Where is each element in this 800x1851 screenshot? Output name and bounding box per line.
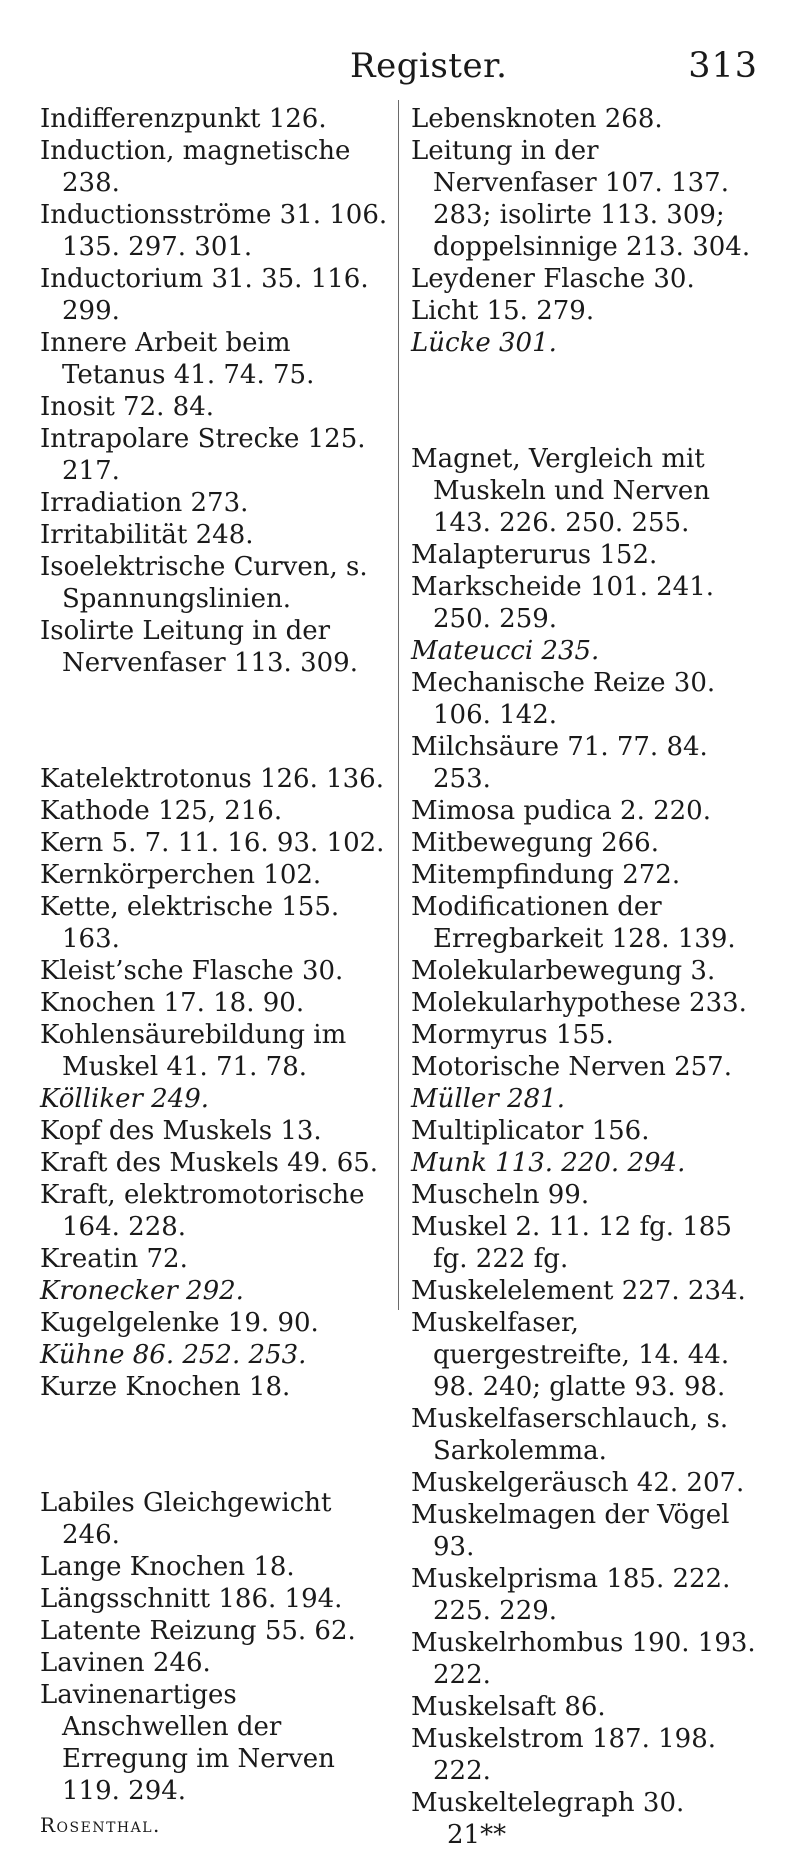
running-head: Register. [350, 46, 508, 86]
index-entry: Inductionsströme 31. 106. 135. 297. 301. [40, 200, 388, 262]
index-entry: Kernkörperchen 102. [40, 860, 322, 890]
index-entry: Kraft, elektromotorische 164. 228. [40, 1180, 365, 1242]
index-entry: Latente Reizung 55. 62. [40, 1616, 356, 1646]
page-header [0, 46, 800, 106]
index-entry: Kronecker 292. [40, 1276, 244, 1306]
index-entry: Mateucci 235. [411, 636, 600, 666]
index-entry: Muskelprisma 185. 222. 225. 229. [411, 1564, 731, 1626]
index-entry: Milchsäure 71. 77. 84. 253. [411, 732, 708, 794]
index-entry: Muskelsaft 86. [411, 1692, 606, 1722]
index-entry: Müller 281. [411, 1084, 565, 1114]
index-entry: Inosit 72. 84. [40, 392, 215, 422]
index-entry: Muskelfaser, quergestreifte, 14. 44. 98. 240; glatte 93. 98. [411, 1308, 730, 1402]
index-entry: Mormyrus 155. [411, 1020, 614, 1050]
index-entry: Kleist’sche Flasche 30. [40, 956, 344, 986]
index-entry: Kopf des Muskels 13. [40, 1116, 322, 1146]
column-divider [398, 100, 399, 1310]
index-entry: Lebensknoten 268. [411, 104, 663, 134]
index-entry: Längsschnitt 186. 194. [40, 1584, 343, 1614]
index-entry: Malapterurus 152. [411, 540, 658, 570]
index-entry: Lücke 301. [411, 328, 557, 358]
index-entry: Mimosa pudica 2. 220. [411, 796, 711, 826]
index-entry: Irritabilität 248. [40, 520, 254, 550]
index-entry: Kern 5. 7. 11. 16. 93. 102. [40, 828, 385, 858]
section-gap [40, 705, 388, 737]
index-column-left [40, 103, 388, 1841]
index-entry: Isolirte Leitung in der Nervenfaser 113. 309. [40, 616, 358, 678]
index-entry: Muskeltelegraph 30. [411, 1788, 685, 1818]
section-gap [40, 1429, 388, 1461]
index-entry: Motorische Nerven 257. [411, 1052, 732, 1082]
index-entry: Innere Arbeit beim Tetanus 41. 74. 75. [40, 328, 315, 390]
index-entry: Molekularhypothese 233. [411, 988, 747, 1018]
page-number: 313 [688, 46, 758, 86]
index-entry: Kette, elektrische 155. 163. [40, 892, 340, 954]
index-entry: Isoelektrische Curven, s. Spannungslinien. [40, 552, 368, 614]
signature-mark: 21** [447, 1820, 507, 1850]
index-entry: Mechanische Reize 30. 106. 142. [411, 668, 716, 730]
index-entry: Licht 15. 279. [411, 296, 595, 326]
index-entry: Induction, magnetische 238. [40, 136, 351, 198]
index-entry: Mitbewegung 266. [411, 828, 659, 858]
index-entry: Muskelelement 227. 234. [411, 1276, 746, 1306]
index-entry: Kugelgelenke 19. 90. [40, 1308, 319, 1338]
index-entry: Muskelmagen der Vögel 93. [411, 1500, 730, 1562]
index-entry: Lavinenartiges Anschwellen der Erregung im Nerven 119. 294. [40, 1680, 335, 1806]
index-entry: Katelektrotonus 126. 136. [40, 764, 384, 794]
index-entry: Multiplicator 156. [411, 1116, 650, 1146]
index-entry: Leydener Flasche 30. [411, 264, 695, 294]
index-entry: Kreatin 72. [40, 1244, 188, 1274]
index-entry: Kühne 86. 252. 253. [40, 1340, 307, 1370]
index-column-right [411, 103, 766, 1851]
index-entry: Muskelgeräusch 42. 207. [411, 1468, 745, 1498]
section-gap [411, 385, 766, 417]
index-entry: Leitung in der Nervenfaser 107. 137. 283; isolirte 113. 309; doppelsinnige 213. 304. [411, 136, 751, 262]
index-entry: Lavinen 246. [40, 1648, 211, 1678]
index-entry: Labiles Gleichgewicht 246. [40, 1488, 332, 1550]
index-entry: Molekularbewegung 3. [411, 956, 716, 986]
index-entry: Indifferenzpunkt 126. [40, 104, 327, 134]
index-entry: Muscheln 99. [411, 1180, 590, 1210]
index-entry: Kölliker 249. [40, 1084, 210, 1114]
index-entry: Kohlensäurebildung im Muskel 41. 71. 78. [40, 1020, 347, 1082]
index-entry: Lange Knochen 18. [40, 1552, 295, 1582]
index-entry: Knochen 17. 18. 90. [40, 988, 305, 1018]
index-entry: Irradiation 273. [40, 488, 249, 518]
index-entry: Kraft des Muskels 49. 65. [40, 1148, 379, 1178]
index-entry: Muskelrhombus 190. 193. 222. [411, 1628, 756, 1690]
index-entry: Munk 113. 220. 294. [411, 1148, 686, 1178]
index-entry: Markscheide 101. 241. 250. 259. [411, 572, 714, 634]
publisher-mark: Rosenthal. [40, 1813, 161, 1837]
index-entry: Modificationen der Erregbarkeit 128. 139. [411, 892, 736, 954]
index-entry: Muskelfaserschlauch, s. Sarkolemma. [411, 1404, 729, 1466]
index-entry: Inductorium 31. 35. 116. 299. [40, 264, 369, 326]
index-entry: Magnet, Vergleich mit Muskeln und Nerven 143. 226. 250. 255. [411, 444, 710, 538]
index-entry: Kathode 125, 216. [40, 796, 283, 826]
index-entry: Mitempfindung 272. [411, 860, 681, 890]
index-entry: Intrapolare Strecke 125. 217. [40, 424, 366, 486]
index-entry: Muskelstrom 187. 198. 222. [411, 1724, 717, 1786]
index-entry: Kurze Knochen 18. [40, 1372, 291, 1402]
index-entry: Muskel 2. 11. 12 fg. 185 fg. 222 fg. [411, 1212, 732, 1274]
